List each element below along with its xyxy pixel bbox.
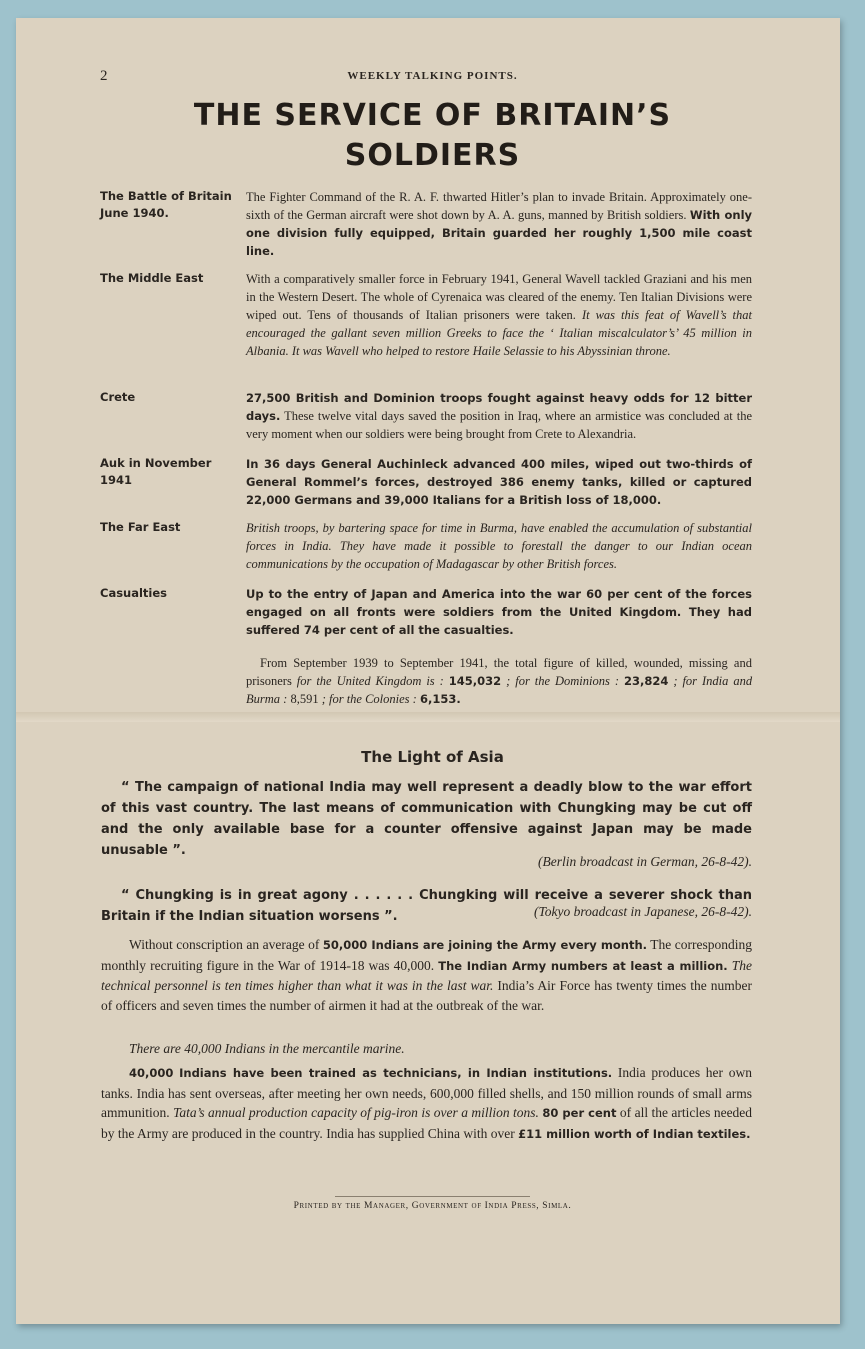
section-text: Up to the entry of Japan and America into the war 60 per cent of the forces engaged on all fronts were soldiers from the United Kingdom. They had suffered 74 per cent of all the casualties. [246,587,752,637]
tokyo-quote: “ Chungking is in great agony . . . . . . Chungking will receive a severer shock than Britain if the Indian situation worsens ”. [101,888,752,924]
section-label [100,188,238,222]
section-text: In 36 days General Auchinleck advanced 400 miles, wiped out two-thirds of General Rommel’s forces, destroyed 386 enemy tanks, killed or captured 22,000 Germans and 39,000 Italians for a British loss of 18,000. [246,457,752,507]
label-line: June 1940. [100,206,169,220]
text-span: of all the articles needed by the Army are produced in the country. [101,1105,753,1141]
text-span: India’s Air Force has twenty times the number of officers and seven times the number of airmen it had at the outbreak of the war. [101,978,752,1013]
section-label: The Middle East [100,271,204,285]
bold-span: Indians have been trained as technicians, in Indian institutions. [179,1066,613,1080]
italic-span: The technical personnel is ten times higher than what it was in the last war. [101,957,753,993]
text-span: These twelve vital days saved the position in Iraq, where an armistice was concluded at the very moment when our soldiers were being brought from Crete to Alexandria. [246,409,752,441]
text-span: India has supplied China with over [326,1125,515,1141]
text-span: The Fighter Command of the R. A. F. thwarted Hitler’s plan to invade Britain. Approximately one-sixth of the German aircraft were shot down by A. A. guns, manned by British soldiers. [246,190,752,222]
footer-divider [335,1196,530,1197]
bold-span: The Indian Army numbers at least a million. [438,958,728,973]
page-number: 2 [100,68,108,84]
text-span: Without conscription an average of [129,937,320,952]
text-span: The corresponding monthly recruiting figure in the War of 1914-18 was 40,000. [101,937,753,973]
bold-span: 40,000 [129,1066,174,1080]
section-label: Auk in November 1941 [100,456,212,487]
page-title [0,96,865,176]
italic-span: It was this feat of Wavell’s that encouraged the gallant seven million Greeks to face the ‘ Italian miscalculator’s’ 45 million in Albania. It was Wavell who helped to restore Haile Selassie to his Abyssinian throne. [246,308,753,358]
text-span: With a comparatively smaller force in February 1941, General Wavell tackled Graziani and his men in the Western Desert. The whole of Cyrenaica was cleared of the enemy. Ten Italian Divisions were wiped out. Tens of thousands of Italian prisoners were taken. [246,272,752,322]
bold-span: 23,824 [623,674,669,688]
title-line-1: THE SERVICE OF BRITAIN’S [193,98,672,133]
paper-fold [16,712,840,722]
running-header: WEEKLY TALKING POINTS. [347,70,518,82]
mercantile-paragraph: There are 40,000 Indians in the mercantile marine. [129,1041,405,1056]
section-text [246,654,752,708]
bold-span: 145,032 [448,674,502,688]
text-span: India produces her own tanks. [101,1065,752,1101]
subtitle: The Light of Asia [361,748,504,766]
tokyo-source: (Tokyo broadcast in Japanese, 26-8-42). [534,904,752,919]
text-span: India has sent overseas, after meeting her own needs, 600,000 filled shells, and 150 million rounds of small arms ammunition. [101,1085,752,1120]
technicians-paragraph [101,1063,752,1144]
italic-span: ; for the Dominions : [506,674,619,688]
italic-span: Tata’s annual production capacity of pig-iron is over a million tons. [173,1105,539,1120]
italic-span: for the United Kingdom is : [296,674,444,688]
section-text [246,270,752,360]
bold-span: 27,500 British and Dominion troops fought against heavy odds for 12 bitter days. [246,391,752,423]
bold-span: 6,153. [419,692,461,706]
section-text: British troops, by bartering space for time in Burma, have enabled the accumulation of substantial forces in India. They have made it possible to forestall the danger to our Indian ocean communications by the occupation of Madagascar by other British forces. [246,521,752,571]
text-span: From September 1939 to September 1941, the total figure of killed, wounded, missing and prisoners [246,656,752,688]
label-line: The Battle of Britain [100,189,232,203]
section-label: The Far East [100,520,181,534]
bold-span: With only one division fully equipped, Britain guarded her roughly 1,500 mile coast line. [246,208,753,258]
berlin-quote: “ The campaign of national India may well represent a deadly blow to the war effort of this vast country. The last means of communication with Chungking may be cut off and the only available base for a counter offensive against Japan may be made unusable ”. [101,780,752,858]
italic-span: ; for the Colonies : [321,692,417,706]
text-span: 8,591 [290,692,319,706]
section-label: Crete [100,390,136,404]
section-label: Casualties [100,586,168,600]
title-line-2: SOLDIERS [344,138,521,173]
bold-span: 50,000 Indians are joining the Army every month. [322,938,648,952]
berlin-source: (Berlin broadcast in German, 26-8-42). [538,854,752,869]
italic-span: ; for India and Burma : [246,674,753,706]
recruiting-paragraph [101,935,752,1015]
section-text [246,389,752,443]
bold-span: 80 per cent [542,1106,617,1120]
bold-span: £11 million worth of Indian textiles. [518,1126,751,1141]
section-text [246,188,752,260]
printer-footer: Printed by the Manager, Government of India Press, Simla. [293,1201,572,1211]
